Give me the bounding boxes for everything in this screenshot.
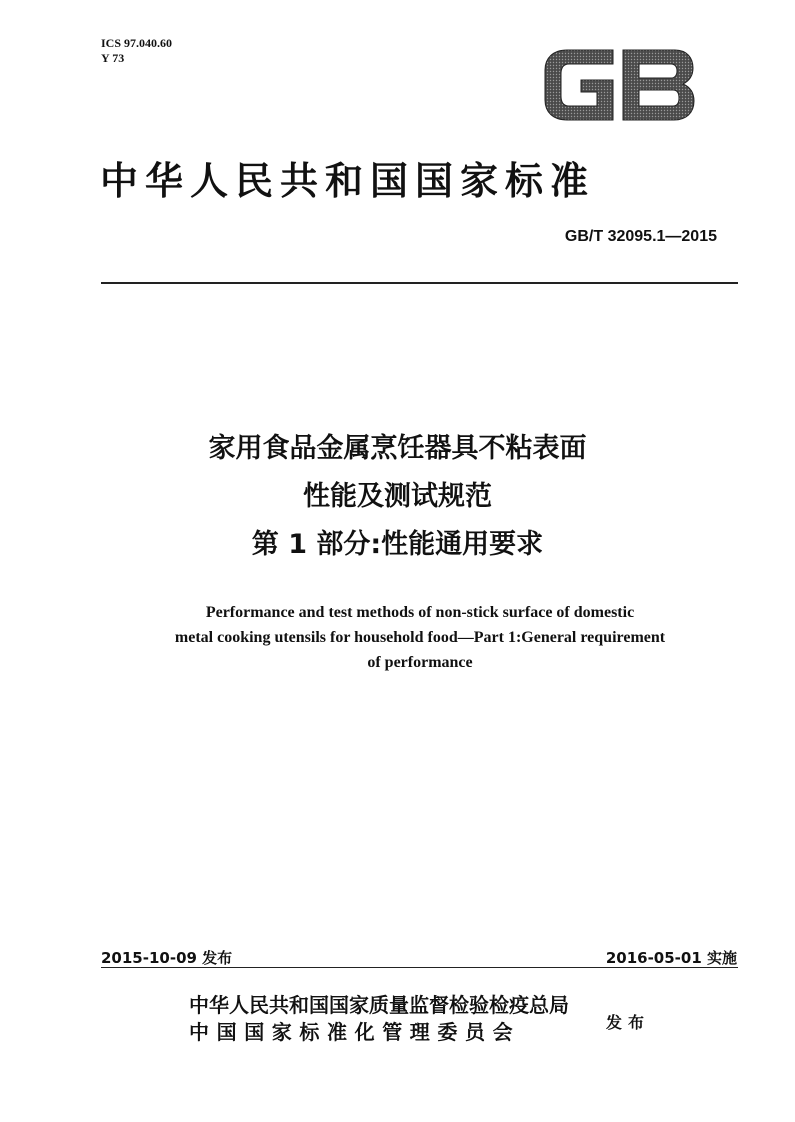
english-title-line3: of performance — [367, 654, 473, 671]
header-divider — [101, 282, 738, 284]
chinese-title-line2: 性能及测试规范 — [303, 481, 492, 512]
footer-divider — [101, 967, 738, 968]
english-title — [100, 600, 740, 675]
chinese-title-line3: 第 1 部分:性能通用要求 — [251, 529, 544, 560]
issue-label: 发布 — [606, 1013, 651, 1032]
issuing-authorities — [189, 992, 569, 1046]
issuer-line2: 中国国家标准化管理委员会 — [189, 1020, 521, 1044]
issue-date: 2015-10-09 发布 — [101, 949, 233, 967]
chinese-title-line1: 家用食品金属烹饪器具不粘表面 — [208, 433, 587, 464]
ics-code: ICS 97.040.60 — [101, 36, 173, 50]
standard-type-title: 中华人民共和国国家标准 — [100, 159, 596, 203]
implementation-date: 2016-05-01 实施 — [605, 949, 737, 967]
gb-logo — [543, 46, 696, 124]
issuer-line1: 中华人民共和国国家质量监督检验检疫总局 — [189, 993, 569, 1017]
ccs-code: Y 73 — [101, 51, 125, 65]
english-title-line2: metal cooking utensils for household food—Part 1:General requirement — [174, 629, 666, 646]
english-title-line1: Performance and test methods of non-stick surface of domestic — [205, 604, 635, 621]
standard-number: GB/T 32095.1—2015 — [564, 228, 717, 245]
chinese-title — [0, 425, 795, 569]
classification-codes — [101, 36, 172, 66]
